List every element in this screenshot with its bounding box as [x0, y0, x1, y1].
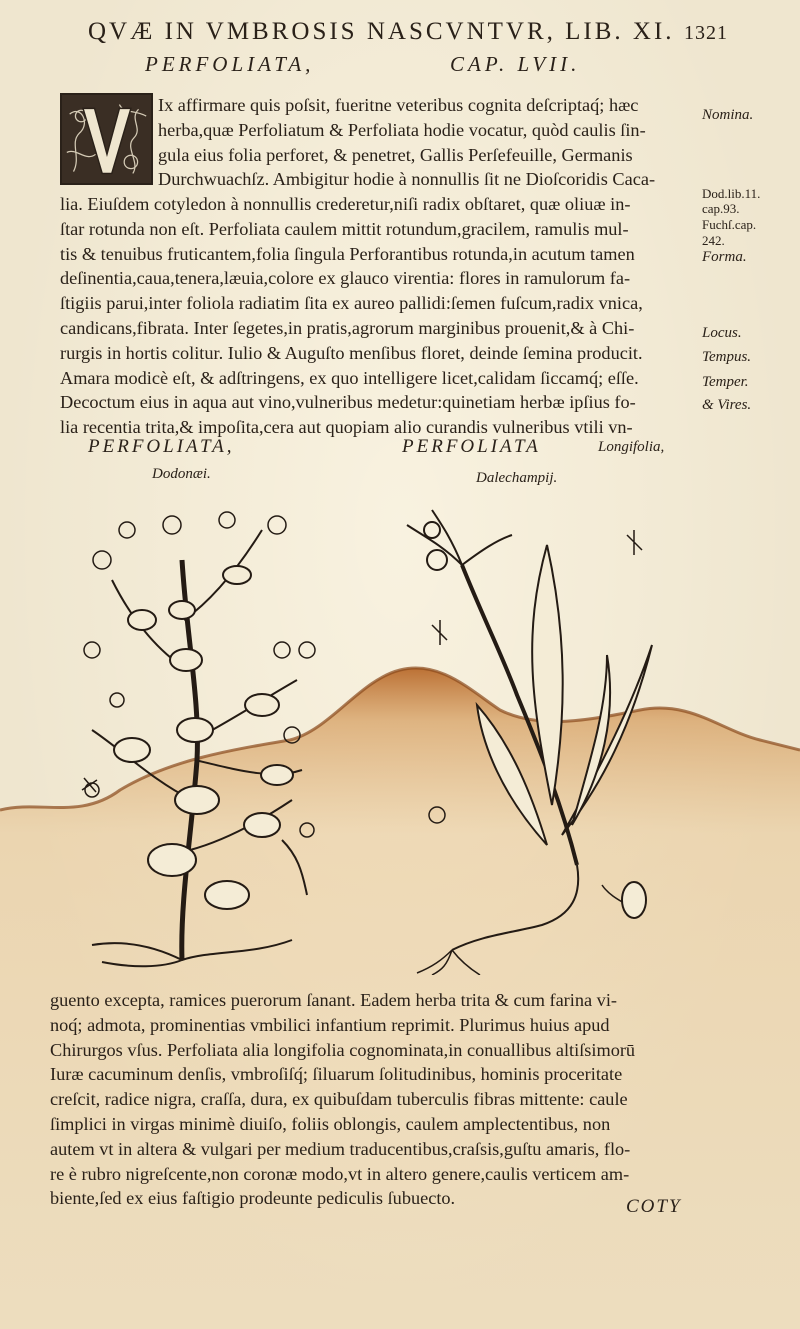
- text-line: guento excepta, ramices puerorum ſanant. Eadem herba trita & cum farina vi-: [50, 990, 617, 1010]
- text-line: noq́; admota, prominentias vmbilici infantium reprimit. Plurimus huius apud: [50, 1014, 610, 1035]
- woodcut-perfoliata-dodonaei: [62, 500, 332, 970]
- margin-note-vires: & Vires.: [702, 397, 752, 413]
- catchword: COTY: [626, 1196, 682, 1217]
- margin-note-temper: Temper.: [702, 374, 749, 390]
- text-line: lia. Eiuſdem cotyledon à nonnullis crederetur,niſi radix obſtaret, quæ oliuæ in-: [60, 194, 631, 214]
- text-line: biente,ſed ex eius faſtigio prodeunte pediculis ſubuecto.: [50, 1188, 456, 1209]
- margin-note-ref: cap.93.: [702, 201, 740, 216]
- closing-paragraph: [50, 988, 690, 1211]
- running-head: [88, 18, 728, 52]
- text-line: autem vt in altera & vulgari per medium traducentibus,craſsis,guſtu amaris, flo-: [50, 1138, 631, 1159]
- margin-note-ref: Fuchſ.cap.: [702, 217, 757, 232]
- text-line: Amara modicè eſt, & adſtringens, ex quo intelligere licet,calidam ſiccamq́; eſſe.: [60, 367, 639, 388]
- text-line: creſcit, radice nigra, craſſa, dura, ex quibuſdam tuberculis fibras mittente: caule: [50, 1089, 628, 1110]
- margin-note-locus: Locus.: [702, 325, 742, 341]
- chapter-title: PERFOLIATA,: [145, 52, 315, 76]
- figure-left-title: PERFOLIATA,: [88, 436, 235, 457]
- intro-paragraph: [158, 93, 698, 167]
- intro-paragraph-last: [158, 167, 698, 192]
- figure-right-title: PERFOLIATA: [402, 436, 541, 457]
- margin-note-nomina: Nomina.: [702, 107, 754, 123]
- text-line: gula eius folia perforet, & penetret, Gallis Perſefeuille, Germanis: [158, 144, 633, 165]
- page-number: 1321: [684, 22, 728, 44]
- text-line: ſtar rotunda non eſt. Perfoliata caulem mittit rotundum,gracilem, ramulis mul-: [60, 218, 629, 239]
- running-head-title: QVÆ IN VMBROSIS NASCVNTVR, LIB. XI.: [88, 18, 675, 45]
- text-line: re è rubro nigreſcente,non coronæ modo,vt in altero genere,caulis verticem am-: [50, 1163, 630, 1184]
- text-line: deſinentia,caua,tenera,læuia,colore ex glauco virentia: flores in ramulorum fa-: [60, 268, 631, 289]
- margin-note-ref: 242.: [702, 233, 725, 248]
- text-line: tis & tenuibus fruticantem,folia ſingula Perforantibus rotunda,in acutum tamen: [60, 243, 635, 264]
- figure-right-title-suffix: Longifolia,: [598, 439, 665, 455]
- text-line: ſtigiis parui,inter foliola radiatim ſita ex aureo pallidi:ſemen fuſcum,radix vnica,: [60, 293, 643, 314]
- woodcut-perfoliata-longifolia: [402, 505, 672, 975]
- decorated-initial-v: [60, 93, 153, 185]
- text-line: candicans,fibrata. Inter ſegetes,in pratis,agrorum marginibus prouenit,& à Chi-: [60, 317, 635, 338]
- main-paragraph: [60, 192, 698, 440]
- chapter-heading: [145, 52, 585, 82]
- text-line: Chirurgos vſus. Perfoliata alia longifolia cognominata,in conuallibus altiſsimorū: [50, 1039, 636, 1060]
- figure-left-caption: Dodonæi.: [152, 466, 211, 482]
- text-line: lia recentia trita,& impoſita,cera aut quopiam alio curandis vulneribus vtili vn-: [60, 417, 633, 438]
- text-line: herba,quæ Perfoliatum & Perfoliata hodie vocatur, quòd caulis ſin-: [158, 119, 646, 140]
- margin-note-tempus: Tempus.: [702, 349, 752, 365]
- margin-note-ref: Dod.lib.11.: [702, 186, 761, 201]
- figure-right-caption: Dalechampij.: [476, 470, 558, 486]
- margin-note-forma: Forma.: [702, 249, 747, 265]
- text-line: rurgis in hortis colitur. Iulio & Auguſto menſibus floret, deinde ſemina producit.: [60, 342, 643, 363]
- text-line: Durchwuachſz. Ambigitur hodie à nonnullis ſit ne Dioſcoridis Caca-: [158, 169, 656, 189]
- margin-notes: [702, 104, 798, 424]
- text-line: Decoctum eius in aqua aut vino,vulneribus medetur:quinetiam herbæ ipſius fo-: [60, 392, 636, 413]
- chapter-number: CAP. LVII.: [450, 52, 581, 76]
- text-line: Ix affirmare quis poſsit, fueritne veteribus cognita deſcriptaq́; hæc: [158, 95, 639, 115]
- text-line: ſimplici in virgas minimè diuiſo, foliis oblongis, caulem amplectentibus, non: [50, 1113, 611, 1134]
- text-line: Iuræ cacuminum denſis, vmbroſiſq́; ſiluarum ſolitudinibus, hominis proceritate: [50, 1064, 623, 1085]
